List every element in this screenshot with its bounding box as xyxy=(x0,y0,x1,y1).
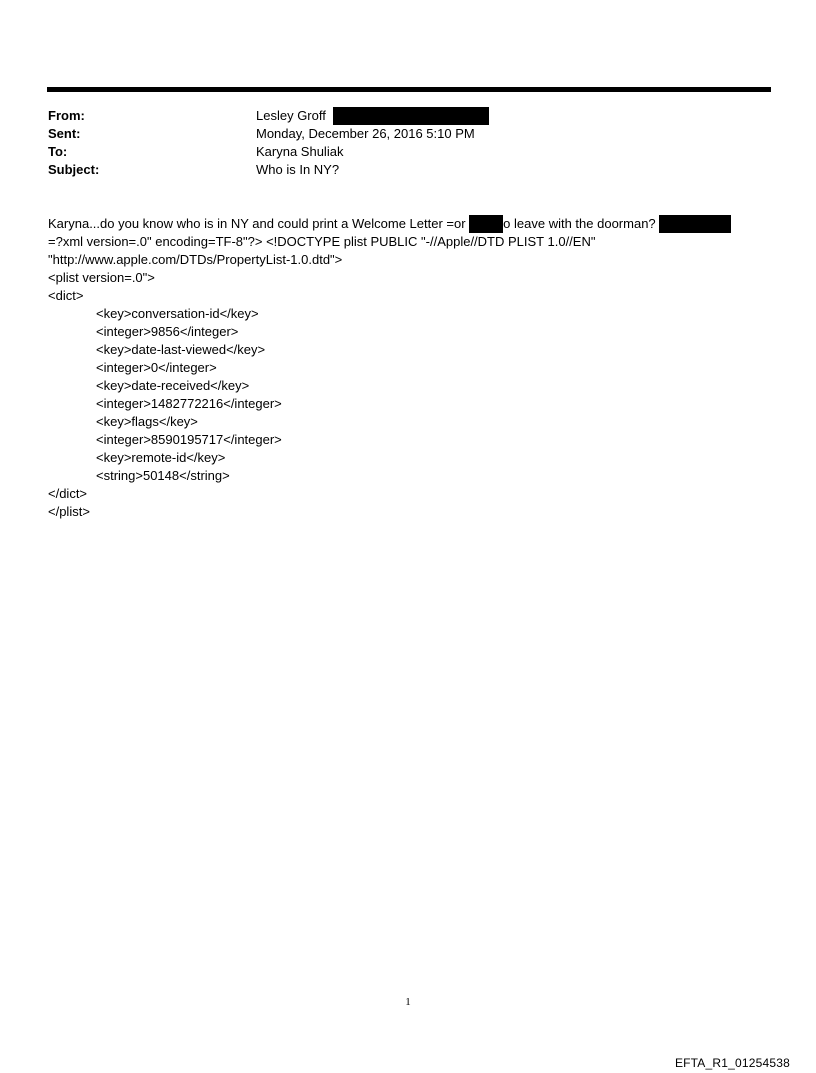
to-value: Karyna Shuliak xyxy=(256,144,344,159)
from-label: From: xyxy=(48,108,85,123)
sent-label: Sent: xyxy=(48,126,81,141)
plist-line: <key>date-last-viewed</key> xyxy=(96,342,266,357)
document-id: EFTA_R1_01254538 xyxy=(674,1056,790,1070)
body-line: <dict> xyxy=(48,288,84,303)
redaction-box xyxy=(659,215,731,233)
body-text: Karyna...do you know who is in NY and could print a Welcome Letter =or xyxy=(48,216,470,231)
plist-line: <string>50148</string> xyxy=(96,468,230,483)
plist-line: <key>conversation-id</key> xyxy=(96,306,259,321)
body-line: <plist version=.0"> xyxy=(48,270,155,285)
redaction-box xyxy=(469,215,503,233)
plist-line: <key>remote-id</key> xyxy=(96,450,226,465)
subject-value: Who is In NY? xyxy=(256,162,340,177)
from-value: Lesley Groff xyxy=(256,108,326,123)
body-line xyxy=(48,215,731,233)
plist-line: <integer>9856</integer> xyxy=(96,324,239,339)
header-rule xyxy=(47,87,771,92)
plist-line: <key>flags</key> xyxy=(96,414,198,429)
body-line: </plist> xyxy=(48,504,90,519)
email-body xyxy=(48,215,731,521)
plist-line: <integer>1482772216</integer> xyxy=(96,396,282,411)
body-line: "http://www.apple.com/DTDs/PropertyList-1.0.dtd"> xyxy=(48,252,343,267)
plist-line: <key>date-received</key> xyxy=(96,378,250,393)
sent-value: Monday, December 26, 2016 5:10 PM xyxy=(256,126,475,141)
body-line: </dict> xyxy=(48,486,88,501)
body-text: o leave with the doorman? xyxy=(503,216,660,231)
subject-label: Subject: xyxy=(48,162,100,177)
redaction-box xyxy=(333,107,489,125)
page-number: 1 xyxy=(405,996,411,1008)
plist-line: <integer>0</integer> xyxy=(96,360,217,375)
body-line: =?xml version=.0" encoding=TF-8"?> <!DOCTYPE plist PUBLIC "-//Apple//DTD PLIST 1.0//EN" xyxy=(48,234,596,249)
plist-line: <integer>8590195717</integer> xyxy=(96,432,282,447)
to-label: To: xyxy=(48,144,68,159)
